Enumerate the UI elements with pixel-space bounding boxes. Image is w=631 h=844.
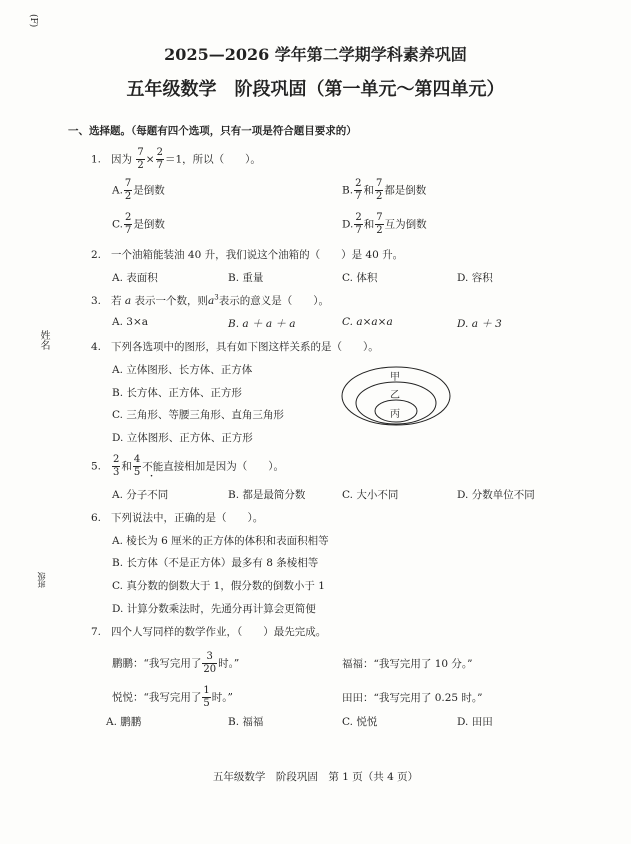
diagram-label-outer: 甲 (390, 372, 400, 383)
diagram-label-inner: 丙 (390, 409, 400, 420)
question-7: 7. 四个人写同样的数学作业，（ ）最先完成。 (91, 626, 327, 638)
side-label-name: 姓名 (38, 330, 49, 350)
q7-option-c[interactable]: C. 悦悦 (342, 716, 378, 728)
q4-option-c[interactable]: C. 三角形、等腰三角形、直角三角形 (112, 409, 284, 421)
question-3: 3. 若 a 表示一个数，则$a^3$表示的意义是（ ）。 (91, 293, 329, 307)
q6-option-a[interactable]: A. 棱长为 6 厘米的正方体的体积和表面积相等 (112, 535, 329, 547)
q7-option-a[interactable]: A. 鹏鹏 (106, 716, 142, 728)
q7-statement-yueyue: 悦悦：“我写完用了 $\frac{1}{5}$ 时。” (112, 685, 233, 709)
q5-option-a[interactable]: A. 分子不同 (112, 489, 169, 501)
q7-statement-fufu: 福福：“我写完用了 10 分。” (342, 658, 473, 670)
q7-statement-tiantian: 田田：“我写完用了 0.25 时。” (342, 692, 483, 704)
question-2: 2. 一个油箱能装油 40 升，我们说这个油箱的（ ）是 40 升。 (91, 249, 404, 261)
q1-option-c[interactable]: C. $\frac{2}{7}$ 是倒数 (112, 212, 165, 236)
q5-option-b[interactable]: B. 都是最简分数 (228, 489, 306, 501)
emphasis-text: 不能 (142, 460, 164, 473)
question-6: 6. 下列说法中，正确的是（ ）。 (91, 512, 264, 524)
corner-mark: (F) (28, 14, 38, 28)
q5-option-d[interactable]: D. 分数单位不同 (457, 489, 535, 501)
fraction: $\frac{7}{2}$ (137, 147, 144, 171)
q6-option-c[interactable]: C. 真分数的倒数大于 1，假分数的倒数小于 1 (112, 580, 325, 592)
question-1: 1. 因为 $\frac{7}{2}$ × $\frac{2}{7}$ ＝1，所以（ ）。 (91, 147, 261, 171)
q4-option-a[interactable]: A. 立体图形、长方体、正方体 (112, 364, 253, 376)
q3-option-c[interactable]: C. a×a×a (342, 316, 393, 328)
fraction: $\frac{2}{7}$ (156, 147, 163, 171)
question-4: 4. 下列各选项中的图形，具有如下图这样关系的是（ ）。 (91, 341, 379, 353)
q5-option-c[interactable]: C. 大小不同 (342, 489, 399, 501)
q4-option-d[interactable]: D. 立体图形、正方体、正方形 (112, 432, 253, 444)
question-5: 5. $\frac{2}{3}$ 和 $\frac{4}{5}$ 不能直接相加是因为（ ）。 (91, 454, 285, 478)
page-subtitle: 五年级数学 阶段巩固（第一单元～第四单元） (126, 79, 505, 100)
q4-option-b[interactable]: B. 长方体、正方体、正方形 (112, 387, 242, 399)
q1-option-d[interactable]: D. $\frac{2}{7}$ 和 $\frac{7}{2}$ 互为倒数 (342, 212, 427, 236)
q1-option-a[interactable]: A. $\frac{7}{2}$ 是倒数 (112, 178, 165, 202)
diagram-label-middle: 乙 (390, 390, 400, 401)
q6-option-b[interactable]: B. 长方体（不是正方体）最多有 8 条棱相等 (112, 557, 319, 569)
q3-option-b[interactable]: B. a ＋ a ＋ a (228, 318, 296, 330)
q7-option-d[interactable]: D. 田田 (457, 716, 493, 728)
q3-option-d[interactable]: D. a ＋ 3 (457, 318, 502, 330)
q1-option-b[interactable]: B. $\frac{2}{7}$ 和 $\frac{7}{2}$ 都是倒数 (342, 178, 427, 202)
q7-statement-pengpeng: 鹏鹏：“我写完用了 $\frac{3}{20}$ 时。” (112, 651, 240, 675)
side-label-class: 班级 (37, 572, 46, 588)
q7-option-b[interactable]: B. 福福 (228, 716, 264, 728)
section-heading: 一、选择题。（每题有四个选项，只有一项是符合题目要求的） (68, 125, 357, 137)
q6-option-d[interactable]: D. 计算分数乘法时，先通分再计算会更简便 (112, 603, 316, 615)
page-title: 2025—2026 学年第二学期学科素养巩固 (164, 45, 467, 64)
page-footer: 五年级数学 阶段巩固 第 1 页（共 4 页） (212, 771, 419, 783)
q2-option-d[interactable]: D. 容积 (457, 272, 493, 284)
q2-option-b[interactable]: B. 重量 (228, 272, 264, 284)
q3-option-a[interactable]: A. 3×a (112, 316, 148, 328)
q2-option-c[interactable]: C. 体积 (342, 272, 378, 284)
q2-option-a[interactable]: A. 表面积 (112, 272, 158, 284)
